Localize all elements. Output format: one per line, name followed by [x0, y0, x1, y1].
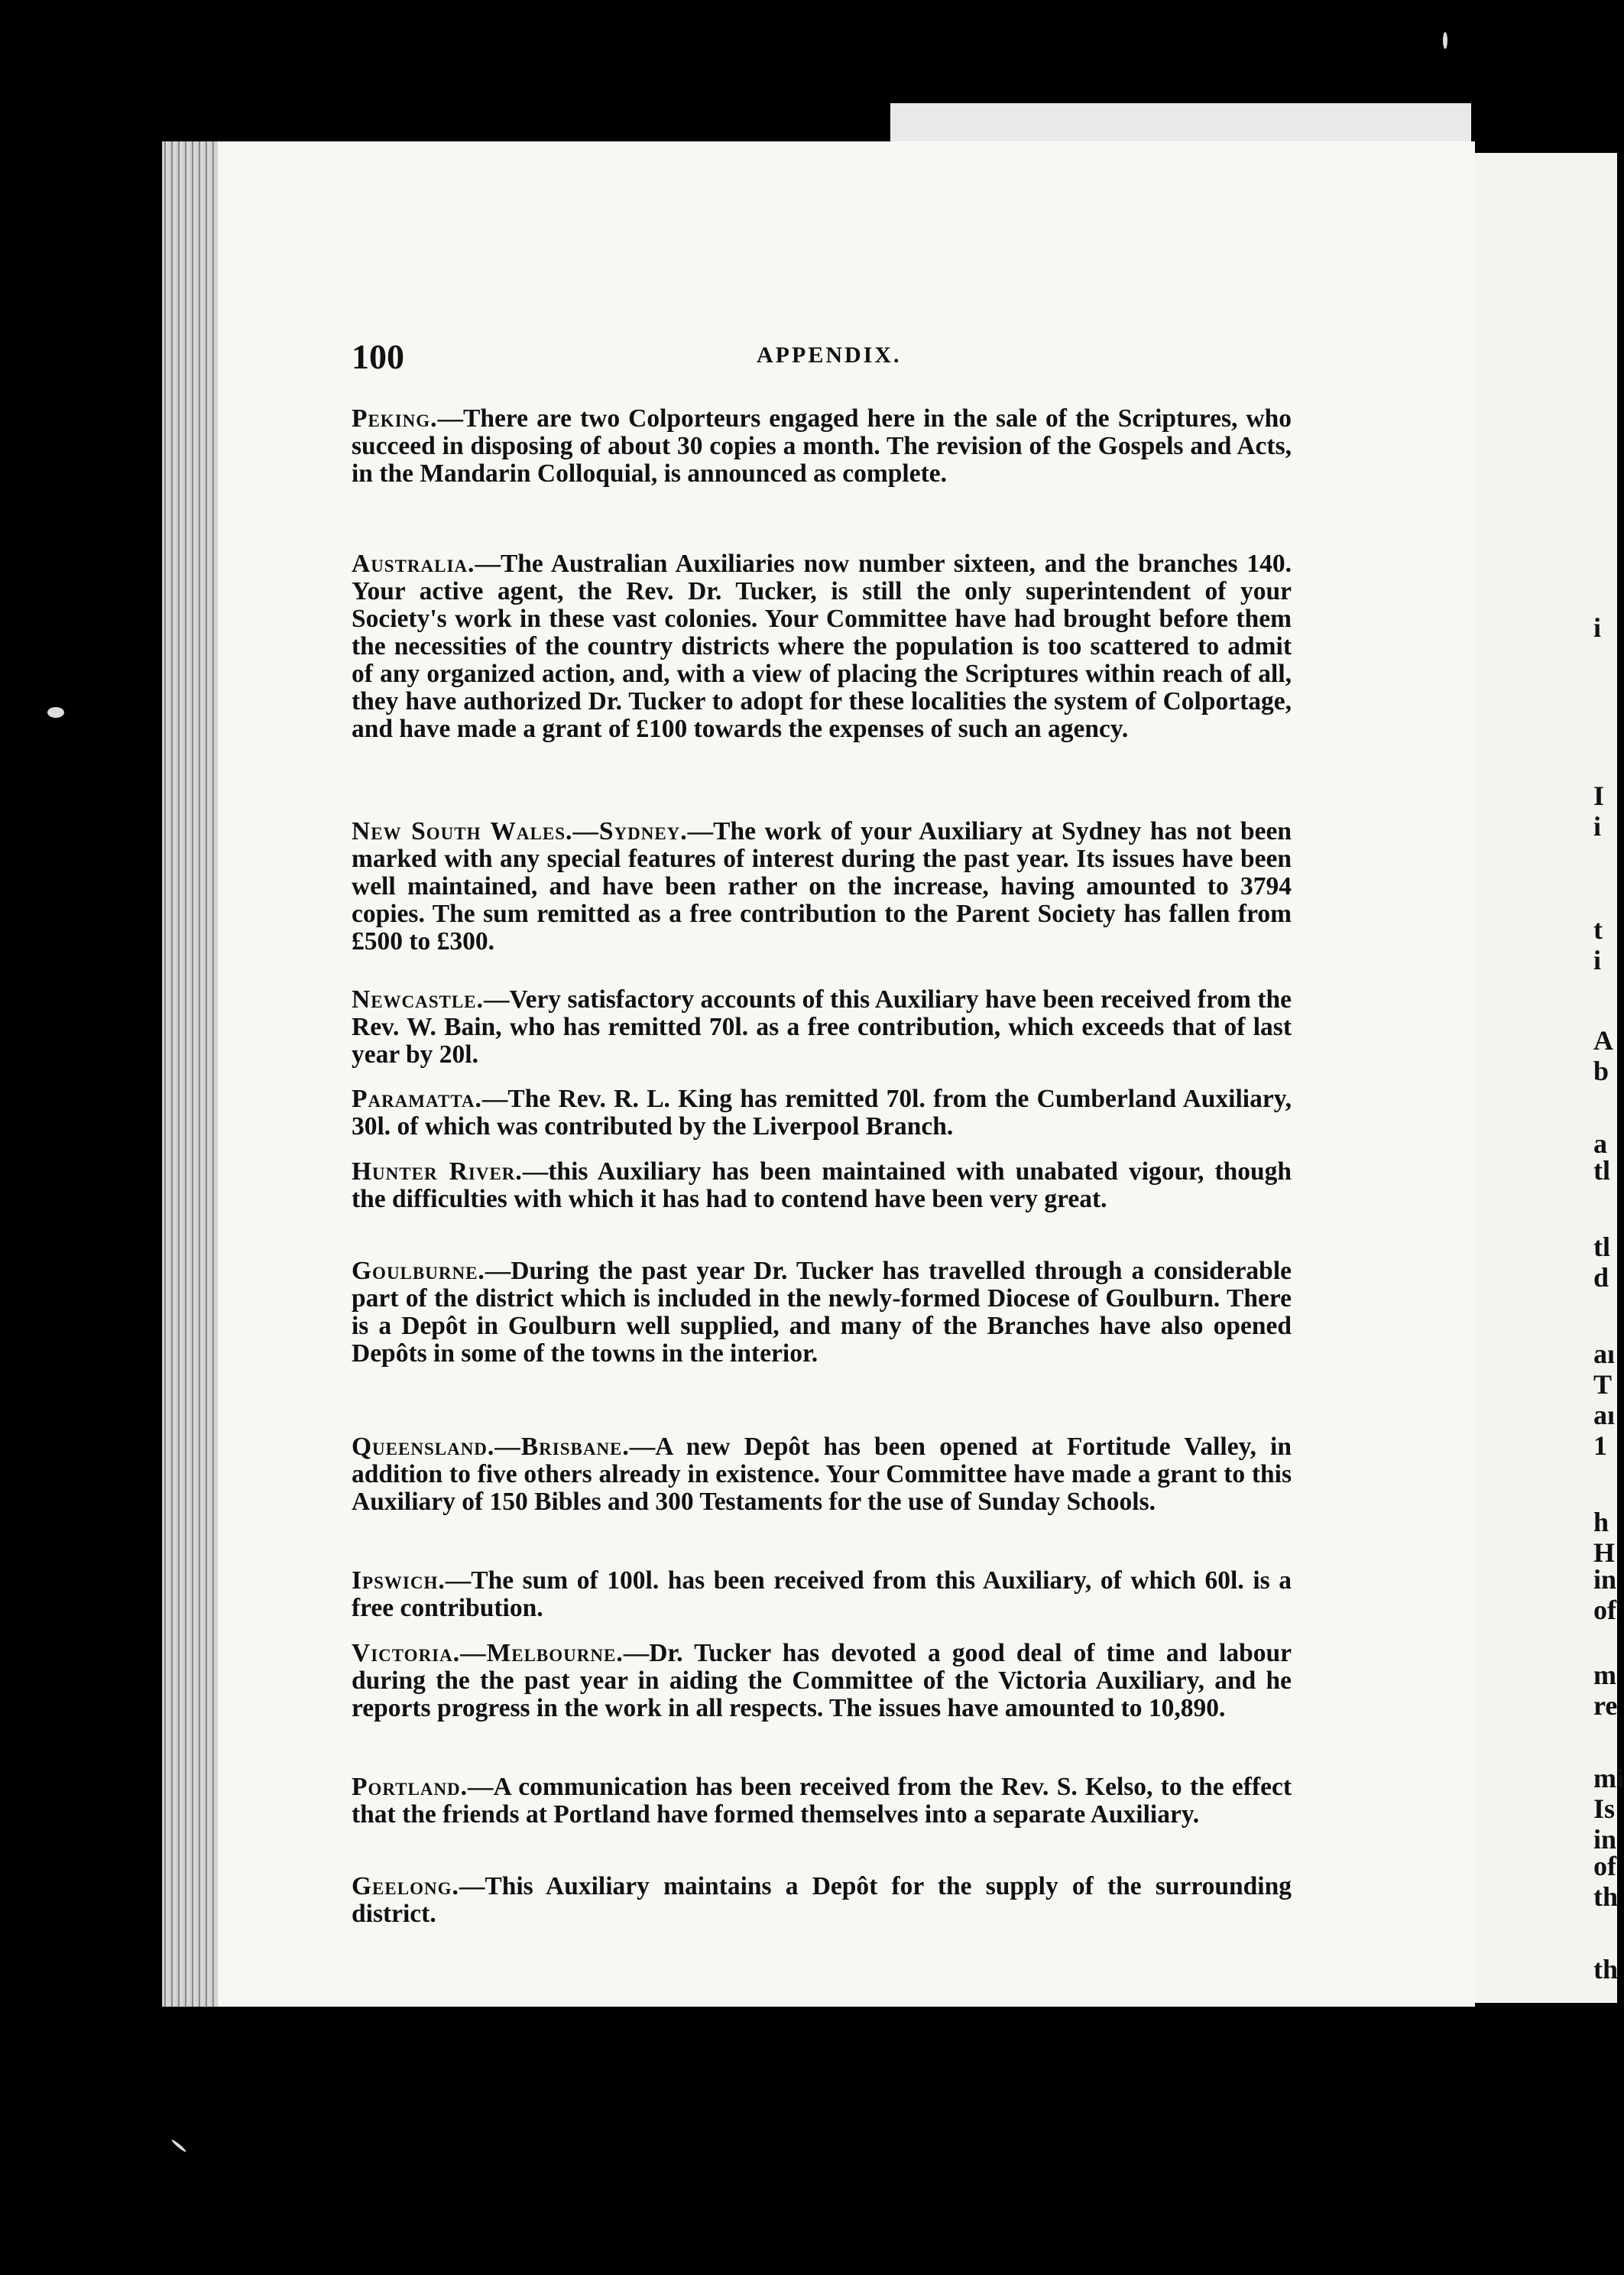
paragraph-text: —The Australian Auxiliaries now number sixteen, and the branches 140. Your active agent, the Rev. Dr. Tucker, is still the only superintendent of your Society's work in these vast colonies. Your Committee have had brought before them the necessities of the country districts where the population is too scattered to admit of any organized action, and, with a view of placing the Scriptures within reach of all, they have authorized Dr. Tucker to adopt for these localities the system of Colportage, and have made a grant of £100 towards the expenses of such an agency.: [352, 550, 1292, 743]
paragraph-lead: Paramatta.: [352, 1085, 482, 1113]
paragraph-victoria: [352, 1640, 1292, 1722]
facing-page-fragment: t: [1593, 914, 1603, 945]
paragraph-text: —There are two Colporteurs engaged here in the sale of the Scriptures, who succeed in disposing of about 30 copies a month. The revision of the Gospels and Acts, in the Mandarin Colloquial, is announced as complete.: [352, 404, 1292, 488]
facing-page-fragment: tl: [1593, 1232, 1610, 1262]
paragraph-lead: Goulburne.: [352, 1257, 485, 1285]
book-page-edges: [162, 141, 223, 2007]
running-head: APPENDIX.: [757, 342, 902, 368]
paragraph-text: —this Auxiliary has been maintained with unabated vigour, though the difficulties with which it has had to contend have been very great.: [352, 1157, 1292, 1213]
facing-page-fragment: d: [1593, 1262, 1609, 1293]
facing-page-fragment: h: [1593, 1507, 1609, 1537]
paragraph-lead: Geelong.: [352, 1872, 459, 1900]
facing-page-fragment: b: [1593, 1056, 1609, 1086]
paragraph-new-south-wales: [352, 818, 1292, 956]
facing-page-fragment: 1: [1593, 1430, 1607, 1461]
facing-page-fragment: th: [1593, 1881, 1619, 1912]
scan-speck: [171, 2139, 187, 2153]
paragraph-text: —Very satisfactory accounts of this Auxiliary have been received from the Rev. W. Bain, who has remitted 70l. as a free contribution, which exceeds that of last year by 20l.: [352, 985, 1292, 1069]
paragraph-lead: Ipswich.: [352, 1566, 446, 1595]
facing-page-fragment: th: [1593, 1954, 1619, 1985]
paragraph-paramatta: [352, 1086, 1292, 1141]
paragraph-lead: Peking.: [352, 404, 438, 433]
scan-speck: [47, 707, 64, 718]
paragraph-portland: [352, 1774, 1292, 1829]
facing-page-fragment: of: [1593, 1851, 1616, 1881]
facing-page-fragment: aı: [1593, 1339, 1616, 1369]
paragraph-text: —This Auxiliary maintains a Depôt for the supply of the surrounding district.: [352, 1872, 1292, 1928]
paragraph-text: —A communication has been received from the Rev. S. Kelso, to the effect that the friends at Portland have formed themselves into a separate Auxiliary.: [352, 1773, 1292, 1829]
paragraph-peking: [352, 405, 1292, 488]
facing-page-fragment: i: [1593, 612, 1602, 643]
paragraph-lead: Victoria.—Melbourne.: [352, 1639, 624, 1667]
facing-page-fragment: re: [1593, 1690, 1618, 1721]
paragraph-text: —Dr. Tucker has devoted a good deal of time and labour during the the past year in aiding the Committee of the Victoria Auxiliary, and he reports progress in the work in all respects. The issues have amounted to 10,890.: [352, 1639, 1292, 1722]
paragraph-text: —The Rev. R. L. King has remitted 70l. from the Cumberland Auxiliary, 30l. of which was contributed by the Liverpool Branch.: [352, 1085, 1292, 1141]
facing-page-fragment: i: [1593, 811, 1602, 842]
paragraph-newcastle: [352, 986, 1292, 1069]
paragraph-lead: Portland.: [352, 1773, 468, 1801]
facing-page-fragment: H: [1593, 1537, 1616, 1568]
paragraph-australia: [352, 550, 1292, 743]
page-number: 100: [352, 337, 404, 376]
facing-page-fragment: in: [1593, 1564, 1617, 1595]
paragraph-text: —A new Depôt has been opened at Fortitude Valley, in addition to five others already in existence. Your Committee have made a grant to this Auxiliary of 150 Bibles and 300 Testaments for the use of Sunday Schools.: [352, 1433, 1292, 1516]
facing-page-fragment: of: [1593, 1595, 1616, 1625]
paragraph-lead: Australia.: [352, 550, 475, 578]
paragraph-lead: New South Wales.—Sydney.: [352, 817, 688, 845]
paragraph-lead: Queensland.—Brisbane.: [352, 1433, 630, 1461]
facing-page-fragment: i: [1593, 945, 1602, 975]
facing-page-fragment: T: [1593, 1369, 1613, 1400]
facing-page-fragment: tl: [1593, 1155, 1610, 1186]
facing-page-fragment: mi: [1593, 1763, 1624, 1793]
paragraph-lead: Hunter River.: [352, 1157, 523, 1186]
facing-page-fragment: I: [1593, 781, 1605, 811]
paragraph-text: —The work of your Auxiliary at Sydney has not been marked with any special features of interest during the past year. Its issues have been well maintained, and have been rather on the increase, having amounted to 3794 copies. The sum remitted as a free contribution to the Parent Society has fallen from £500 to £300.: [352, 817, 1292, 956]
facing-page-fragment: m: [1593, 1660, 1616, 1690]
paragraph-text: —The sum of 100l. has been received from this Auxiliary, of which 60l. is a free contribution.: [352, 1566, 1292, 1622]
facing-page-fragment: in: [1593, 1824, 1617, 1855]
facing-page-fragment: a: [1593, 1128, 1607, 1159]
paragraph-ipswich: [352, 1567, 1292, 1622]
paragraph-geelong: [352, 1873, 1292, 1928]
paragraph-lead: Newcastle.: [352, 985, 484, 1014]
paragraph-goulburne: [352, 1258, 1292, 1368]
paragraph-text: —During the past year Dr. Tucker has travelled through a considerable part of the district which is included in the newly-formed Diocese of Goulburn. There is a Depôt in Goulburn well supplied, and many of the Branches have also opened Depôts in some of the towns in the interior.: [352, 1257, 1292, 1368]
paragraph-hunter-river: [352, 1158, 1292, 1213]
facing-page-fragment: Is: [1593, 1793, 1616, 1824]
paragraph-queensland: [352, 1433, 1292, 1516]
facing-page-fragment: A: [1593, 1025, 1613, 1056]
scan-speck: [1443, 32, 1447, 49]
facing-page-fragment: aı: [1593, 1400, 1616, 1430]
book-page: [218, 141, 1475, 2007]
